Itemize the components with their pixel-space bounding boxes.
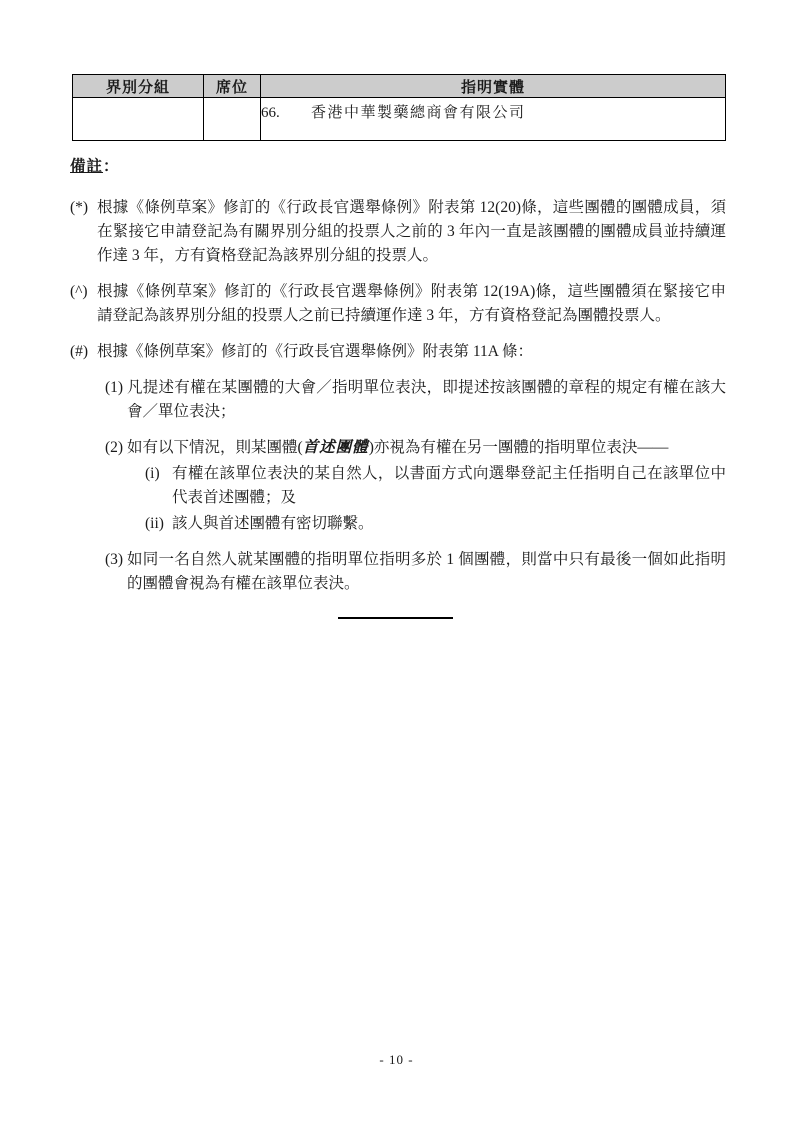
subnote-text-after: )亦視為有權在另一團體的指明單位表決—— (368, 439, 669, 456)
note-hash (70, 340, 726, 364)
subnote-2 (105, 436, 726, 536)
entity-number: 66. (261, 105, 280, 121)
page-number: - 10 - (379, 1052, 414, 1067)
notes-section (70, 155, 726, 608)
subsubnote-text: 該人與首述團體有密切聯繫。 (172, 515, 374, 532)
subsubnote-text: 有權在該單位表決的某自然人，以書面方式向選舉登記主任指明自己在該單位中代表首述團體；及 (172, 465, 726, 506)
subnote-text-emphasis: 首述團體 (302, 439, 369, 456)
table-header-row (73, 75, 726, 98)
subnote-2-children (127, 462, 726, 536)
notes-heading-colon: ： (103, 158, 120, 175)
subnote-text: 如同一名自然人就某團體的指明單位指明多於 1 個團體，則當中只有最後一個如此指明的團體會視為有權在該單位表決。 (127, 551, 726, 592)
entity-name: 香港中華製藥總商會有限公司 (311, 105, 526, 121)
subsubnote-marker: (ii) (145, 515, 164, 532)
entities-table (72, 74, 726, 141)
notes-heading-label: 備註 (70, 158, 104, 175)
column-header-constituency: 界別分組 (73, 75, 204, 98)
subnote-1 (105, 376, 726, 424)
note-text: 根據《條例草案》修訂的《行政長官選舉條例》附表第 12(20)條，這些團體的團體成員，須在緊接它申請登記為有關界別分組的投票人之前的 3 年內一直是該團體的團體成員並持續運作達 3 年，方有資格登記為該界別分組的投票人。 (97, 199, 726, 264)
note-caret (70, 280, 726, 328)
subsubnote-marker: (i) (145, 465, 160, 482)
subnote-text: 凡提述有權在某團體的大會／指明單位表決，即提述按該團體的章程的規定有權在該大會／單位表決； (127, 379, 726, 420)
table-row (73, 98, 726, 141)
subnote-marker: (3) (105, 551, 124, 568)
subnote-marker: (1) (105, 379, 124, 396)
subsubnote-ii (145, 512, 726, 536)
note-text: 根據《條例草案》修訂的《行政長官選舉條例》附表第 11A 條： (97, 343, 534, 360)
column-header-specified-entity: 指明實體 (261, 75, 726, 98)
note-marker: (^) (70, 283, 88, 300)
note-text: 根據《條例草案》修訂的《行政長官選舉條例》附表第 12(19A)條，這些團體須在緊接它申請登記為該界別分組的投票人之前已持續運作達 3 年，方有資格登記為團體投票人。 (97, 283, 726, 324)
cell-constituency (73, 98, 204, 141)
note-marker: (#) (70, 343, 89, 360)
section-end-rule (338, 617, 453, 619)
column-header-seats: 席位 (204, 75, 261, 98)
note-marker: (*) (70, 199, 89, 216)
subnote-3 (105, 548, 726, 596)
cell-specified-entity (261, 98, 726, 141)
subnote-text-before: 如有以下情況，則某團體( (127, 439, 303, 456)
note-asterisk (70, 196, 726, 268)
cell-seats (204, 98, 261, 141)
subsubnote-i (145, 462, 726, 510)
notes-heading (70, 155, 726, 179)
subnote-marker: (2) (105, 439, 124, 456)
